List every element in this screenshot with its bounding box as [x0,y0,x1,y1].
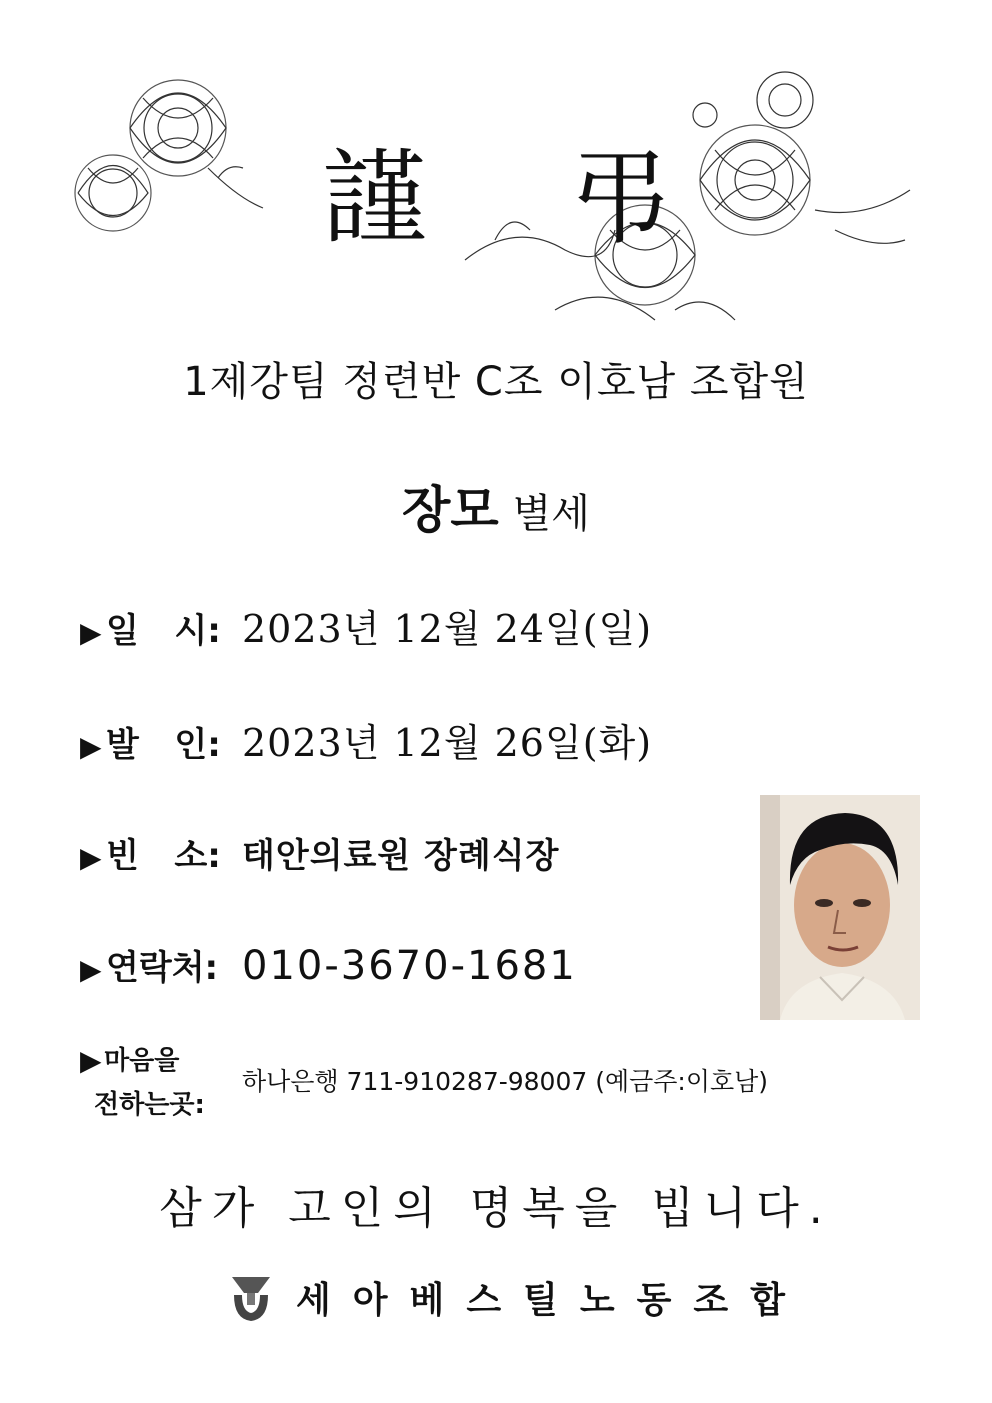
arrow-icon: ▶ [80,1044,102,1077]
account-row [80,1040,880,1120]
detail-row-departure [80,712,652,767]
arrow-icon: ▶ [80,730,102,763]
detail-label: 발 인: [106,725,221,765]
recipient-line: 1제강팀 정련반 C조 이호남 조합원 [183,359,809,405]
detail-label: 연락처: [106,948,219,988]
detail-row-funeral-hall [80,828,559,877]
occasion-line [0,470,992,542]
detail-value: 2023년 12월 26일(화) [242,721,653,765]
occasion-main: 장모 [402,481,499,539]
title-heading [0,138,992,258]
account-label-line1: 마음을 [104,1046,180,1076]
account-value: 하나은행 711-910287-98007 (예금주:이호남) [242,1067,769,1096]
account-label-line2: 전하는곳: [94,1090,205,1120]
condolence-message: 삼가 고인의 명복을 빕니다. [159,1183,833,1234]
detail-label: 일 시: [106,611,221,651]
title-char-1: 謹 [322,137,427,259]
detail-label: 빈 소: [106,836,221,876]
detail-row-date [80,598,652,653]
union-name: 세아베스틸노동조합 [296,1280,807,1321]
detail-row-contact [80,940,577,989]
arrow-icon: ▶ [80,841,102,874]
arrow-icon: ▶ [80,616,102,649]
occasion-sub: 별세 [512,491,590,537]
union-logo-icon [228,1273,274,1323]
arrow-icon: ▶ [80,953,102,986]
union-signature [228,1272,807,1323]
title-char-2: 弔 [568,137,673,259]
contact-phone: 010-3670-1681 [242,943,577,989]
detail-value: 2023년 12월 24일(일) [242,607,653,651]
portrait-photo [760,795,920,1020]
detail-value: 태안의료원 장례식장 [242,836,560,876]
